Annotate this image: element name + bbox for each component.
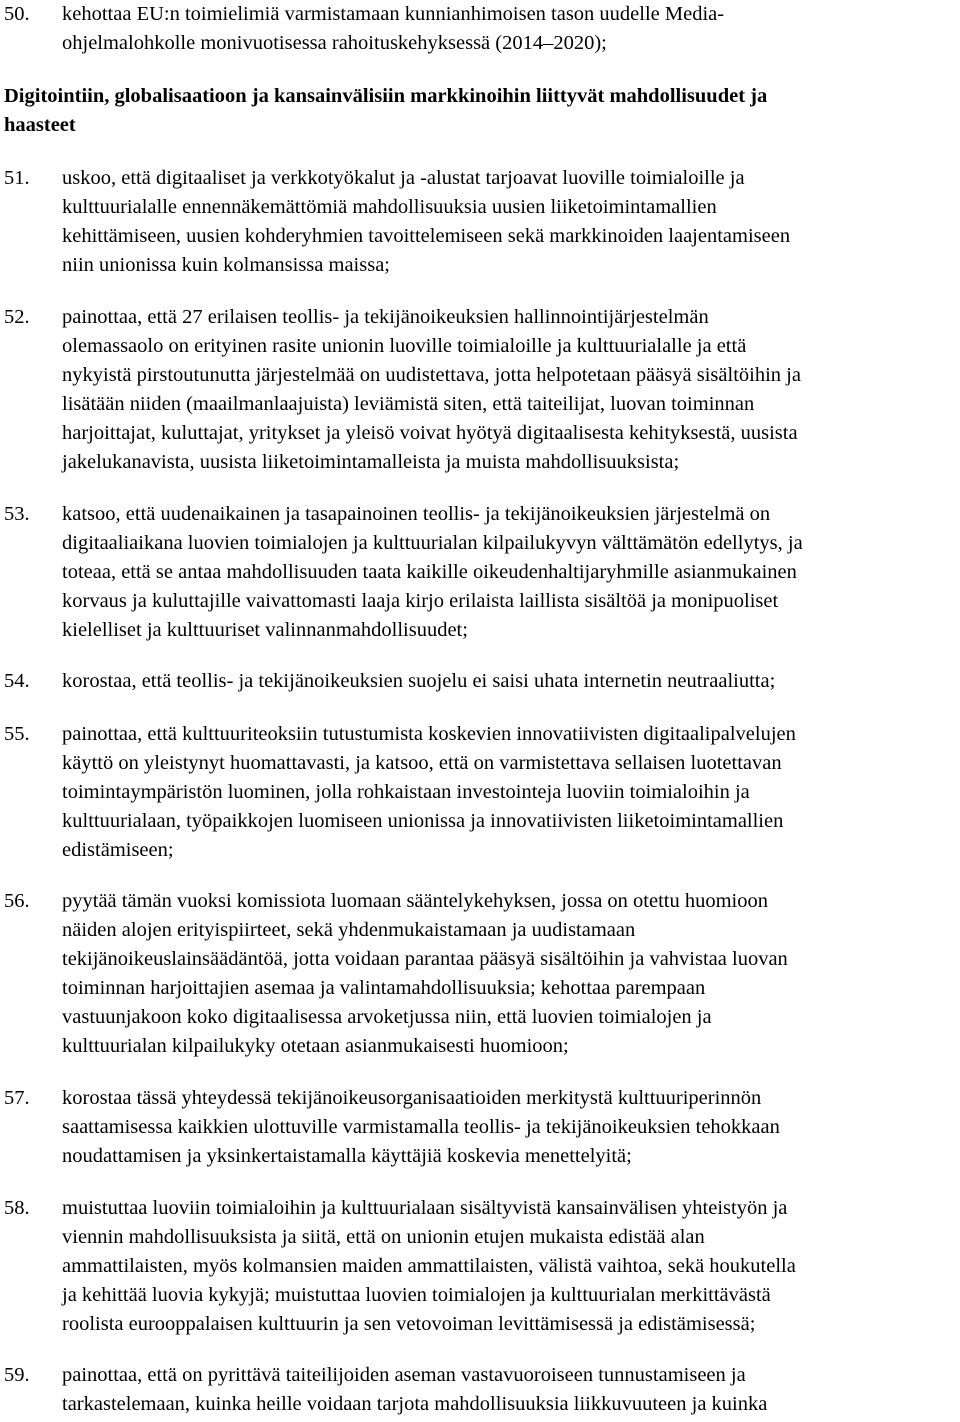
text-line: vastuunjakoon koko digitaalisessa arvoketjussa niin, että luovien toimialojen ja [62,1006,712,1028]
text-line: pyytää tämän vuoksi komissiota luomaan sääntelykehyksen, jossa on otettu huomioon [62,890,768,912]
paragraph-57 [0,1084,960,1171]
text-line: viennin mahdollisuuksista ja siitä, että on unionin etujen mukaista edistää alan [62,1226,705,1248]
text-line: korostaa tässä yhteydessä tekijänoikeusorganisaatioiden merkitystä kulttuuriperinnön [62,1087,762,1109]
paragraph-text [62,720,957,865]
paragraph-text [62,887,957,1061]
text-line: painottaa, että on pyrittävä taiteilijoiden aseman vastavuoroiseen tunnustamiseen ja [62,1364,746,1386]
paragraph-59 [0,1361,960,1419]
paragraph-text [62,1194,957,1339]
text-line: roolista eurooppalaisen kulttuurin ja sen vetovoiman levittämisessä ja edistämisessä; [62,1313,756,1335]
text-line: toteaa, että se antaa mahdollisuuden taata kaikille oikeudenhaltijaryhmille asianmukainen [62,561,797,583]
text-line: katsoo, että uudenaikainen ja tasapainoinen teollis- ja tekijänoikeuksien järjestelmä on [62,503,771,525]
paragraph-number: 58. [4,1197,30,1219]
text-line: toimintaympäristön luominen, jolla rohkaistaan investointeja luoviin toimialoihin ja [62,781,750,803]
text-line: korostaa, että teollis- ja tekijänoikeuksien suojelu ei saisi uhata internetin neutraaliutta; [62,670,776,692]
paragraph-54 [0,667,960,696]
text-line: korvaus ja kuluttajille vaivattomasti laaja kirjo erilaista laillista sisältöä ja monipuoliset [62,590,779,612]
paragraph-number: 55. [4,723,30,745]
text-line: kulttuurialan kilpailukyky otetaan asianmukaisesti huomioon; [62,1035,569,1057]
text-line: käyttö on yleistynyt huomattavasti, ja katsoo, että on varmistettava sellaisen luotettavan [62,752,782,774]
paragraph-text [62,500,957,645]
paragraph-text [62,0,957,58]
text-line: ammattilaisten, myös kolmansien maiden ammattilaisten, välistä vaihtoa, sekä houkutella [62,1255,796,1277]
paragraph-text [62,667,957,696]
paragraph-number: 53. [4,503,30,525]
paragraph-53 [0,500,960,645]
paragraph-number: 50. [4,3,30,25]
paragraph-number: 56. [4,890,30,912]
text-line: edistämiseen; [62,839,174,861]
paragraph-50 [0,0,960,58]
text-line: kehittämiseen, uusien kohderyhmien tavoittelemiseen sekä markkinoiden laajentamiseen [62,225,791,247]
text-line: noudattamisen ja yksinkertaistamalla käyttäjiä koskevia menettelyitä; [62,1145,632,1167]
text-line: ja kehittää luovia kykyjä; muistuttaa luovien toimialojen ja kulttuurialan merkittävästä [62,1284,771,1306]
paragraph-52 [0,303,960,477]
heading-line: Digitointiin, globalisaatioon ja kansainvälisiin markkinoihin liittyvät mahdollisuudet ja [4,85,768,107]
text-line: saattamisessa kaikkien ulottuville varmistamalla teollis- ja tekijänoikeuksien tehokkaan [62,1116,780,1138]
text-line: harjoittajat, kuluttajat, yritykset ja yleisö voivat hyötyä digitaalisesta kehityksestä, uusista [62,422,798,444]
text-line: tarkastelemaan, kuinka heille voidaan tarjota mahdollisuuksia liikkuvuuteen ja kuinka [62,1393,768,1415]
text-line: muistuttaa luoviin toimialoihin ja kulttuurialaan sisältyvistä kansainvälisen yhteistyön ja [62,1197,788,1219]
paragraph-number: 52. [4,306,30,328]
text-line: digitaaliaikana luovien toimialojen ja kulttuurialan kilpailukyvyn välttämätön edellytys, ja [62,532,803,554]
text-line: niin unionissa kuin kolmansissa maissa; [62,254,390,276]
text-line: näiden alojen erityispiirteet, sekä yhdenmukaistamaan ja uudistamaan [62,919,636,941]
paragraph-number: 57. [4,1087,30,1109]
paragraph-55 [0,720,960,865]
paragraph-number: 59. [4,1364,30,1386]
text-line: kehottaa EU:n toimielimiä varmistamaan kunnianhimoisen tason uudelle Media- [62,3,725,25]
heading-line: haasteet [4,114,76,136]
text-line: ohjelmalohkolle monivuotisessa rahoituskehyksessä (2014–2020); [62,32,607,54]
paragraph-number: 51. [4,167,30,189]
paragraph-58 [0,1194,960,1339]
paragraph-text [62,303,957,477]
text-line: toiminnan harjoittajien asemaa ja valintamahdollisuuksia; kehottaa parempaan [62,977,706,999]
text-line: uskoo, että digitaaliset ja verkkotyökalut ja -alustat tarjoavat luoville toimialoille ja [62,167,745,189]
paragraph-number: 54. [4,670,30,692]
text-line: painottaa, että 27 erilaisen teollis- ja tekijänoikeuksien hallinnointijärjestelmän [62,306,709,328]
text-line: painottaa, että kulttuuriteoksiin tutustumista koskevien innovatiivisten digitaalipalvelujen [62,723,796,745]
text-line: kielelliset ja kulttuuriset valinnanmahdollisuudet; [62,619,468,641]
text-line: kulttuurialalle ennennäkemättömiä mahdollisuuksia uusien liiketoimintamallien [62,196,717,218]
text-line: jakelukanavista, uusista liiketoimintamalleista ja muista mahdollisuuksista; [62,451,680,473]
text-line: tekijänoikeuslainsäädäntöä, jotta voidaan parantaa pääsyä sisältöihin ja vahvistaa luovan [62,948,788,970]
paragraph-text [62,1361,957,1419]
text-line: olemassaolo on erityinen rasite unionin luoville toimialoille ja kulttuurialalle ja että [62,335,747,357]
paragraph-51 [0,164,960,280]
paragraph-text [62,164,957,280]
text-line: lisätään niiden (maailmanlaajuista) leviämistä siten, että taiteilijat, luovan toiminnan [62,393,755,415]
paragraph-text [62,1084,957,1171]
text-line: nykyistä pirstoutunutta järjestelmää on uudistettava, jotta helpotetaan pääsyä sisältöihin ja [62,364,801,386]
section-heading [4,82,934,140]
text-line: kulttuurialaan, työpaikkojen luomiseen unionissa ja innovatiivisten liiketoimintamallien [62,810,784,832]
paragraph-56 [0,887,960,1061]
